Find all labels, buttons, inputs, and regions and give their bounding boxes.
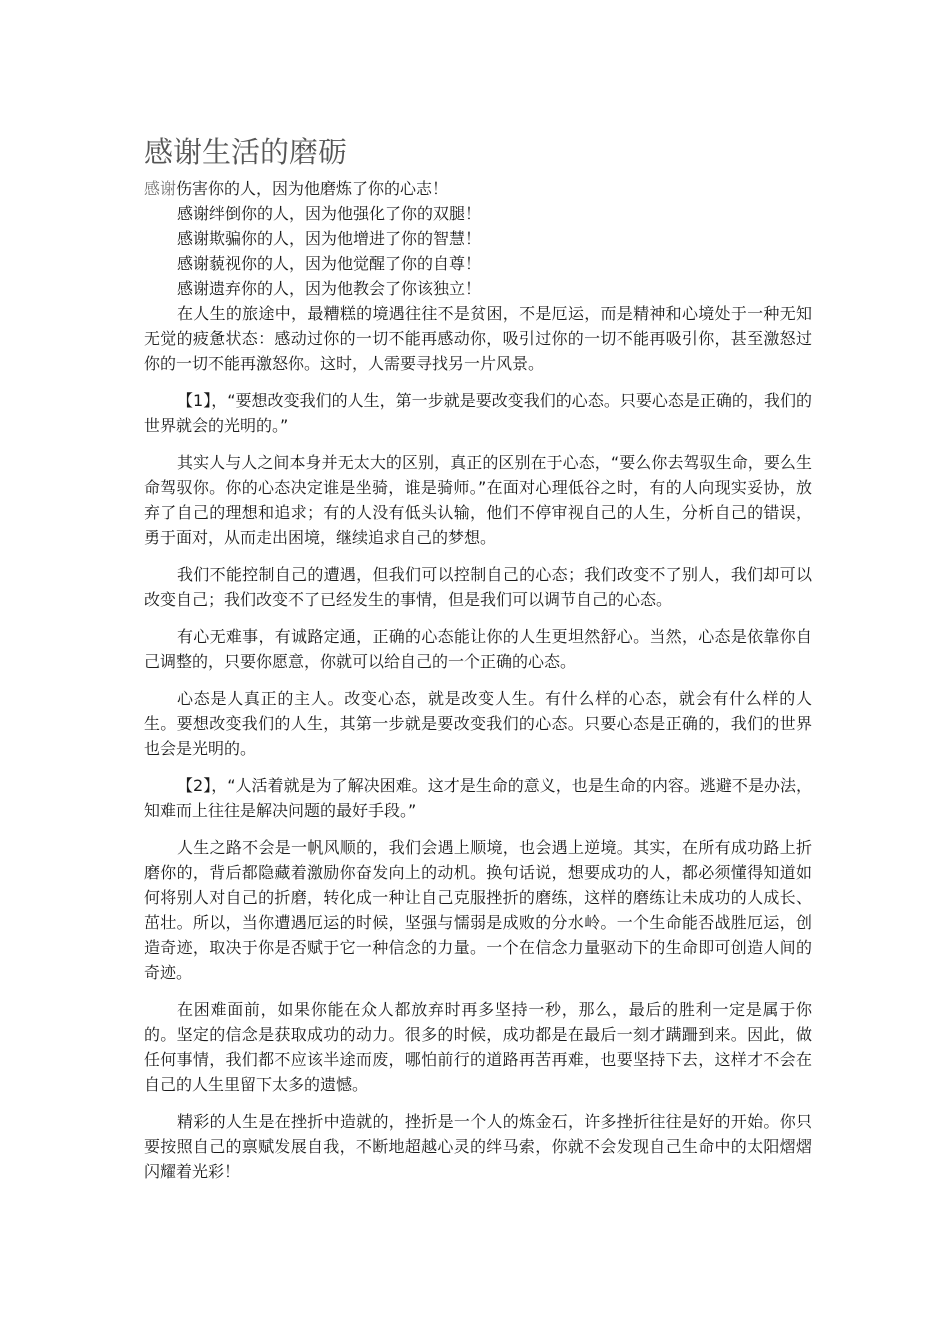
- body-paragraph: 【1】，“要想改变我们的人生，第一步就是要改变我们的心态。只要心态是正确的，我们的世界就会的光明的。”: [144, 391, 812, 435]
- body-paragraph: 【2】，“人活着就是为了解决困难。这才是生命的意义，也是生命的内容。逃避不是办法，知难而上往往是解决问题的最好手段。”: [144, 776, 812, 820]
- intro-block: [144, 176, 812, 301]
- body-paragraph: 其实人与人之间本身并无太大的区别，真正的区别在于心态，“要么你去驾驭生命，要么生命驾驭你。你的心态决定谁是坐骑，谁是骑师。”在面对心理低谷之时，有的人向现实妥协，放弃了自己的理想和追求；有的人没有低头认输，他们不停审视自己的人生，分析自己的错误，勇于面对，从而走出困境，继续追求自己的梦想。: [144, 453, 812, 547]
- body-paragraph: 人生之路不会是一帆风顺的，我们会遇上顺境，也会遇上逆境。其实，在所有成功路上折磨你的，背后都隐藏着激励你奋发向上的动机。换句话说，想要成功的人，都必须懂得知道如何将别人对自己的折磨，转化成一种让自己克服挫折的磨练，这样的磨练让未成功的人成长、茁壮。所以，当你遭遇厄运的时候，坚强与懦弱是成败的分水岭。一个生命能否战胜厄运，创造奇迹，取决于你是否赋于它一种信念的力量。一个在信念力量驱动下的生命即可创造人间的奇迹。: [144, 838, 812, 982]
- body-paragraph: 精彩的人生是在挫折中造就的，挫折是一个人的炼金石，许多挫折往往是好的开始。你只要按照自己的禀赋发展自我，不断地超越心灵的绊马索，你就不会发现自己生命中的太阳熠熠闪耀着光彩！: [144, 1112, 812, 1181]
- body-paragraph: 有心无难事，有诚路定通，正确的心态能让你的人生更坦然舒心。当然，心态是依靠你自己调整的，只要你愿意，你就可以给自己的一个正确的心态。: [144, 627, 812, 671]
- intro-line: 感谢遗弃你的人，因为他教会了你该独立！: [177, 279, 482, 298]
- body-paragraph: 在困难面前，如果你能在众人都放弃时再多坚持一秒，那么，最后的胜利一定是属于你的。坚定的信念是获取成功的动力。很多的时候，成功都是在最后一刻才蹒跚到来。因此，做任何事情，我们都不应该半途而废，哪怕前行的道路再苦再难，也要坚持下去，这样才不会在自己的人生里留下太多的遗憾。: [144, 1000, 812, 1094]
- intro-line: [144, 176, 812, 201]
- intro-line: 感谢绊倒你的人，因为他强化了你的双腿！: [177, 204, 482, 223]
- body-paragraph: 我们不能控制自己的遭遇，但我们可以控制自己的心态；我们改变不了别人，我们却可以改变自己；我们改变不了已经发生的事情，但是我们可以调节自己的心态。: [144, 565, 812, 609]
- intro-line: 感谢欺骗你的人，因为他增进了你的智慧！: [177, 229, 482, 248]
- body-paragraph: 心态是人真正的主人。改变心态，就是改变人生。有什么样的心态，就会有什么样的人生。要想改变我们的人生，其第一步就是要改变我们的心态。只要心态是正确的，我们的世界也会是光明的。: [144, 689, 812, 758]
- intro-first-line-text: 伤害你的人，因为他磨炼了你的心志！: [176, 179, 449, 198]
- document-page: [144, 132, 812, 1184]
- intro-lead-word: 感谢: [144, 179, 177, 198]
- document-title: 感谢生活的磨砺: [144, 135, 348, 169]
- body-paragraph: 在人生的旅途中，最糟糕的境遇往往不是贫困，不是厄运，而是精神和心境处于一种无知无觉的疲惫状态：感动过你的一切不能再感动你，吸引过你的一切不能再吸引你，甚至激怒过你的一切不能再激怒你。这时，人需要寻找另一片风景。: [144, 304, 812, 373]
- intro-line: 感谢藐视你的人，因为他觉醒了你的自尊！: [177, 254, 482, 273]
